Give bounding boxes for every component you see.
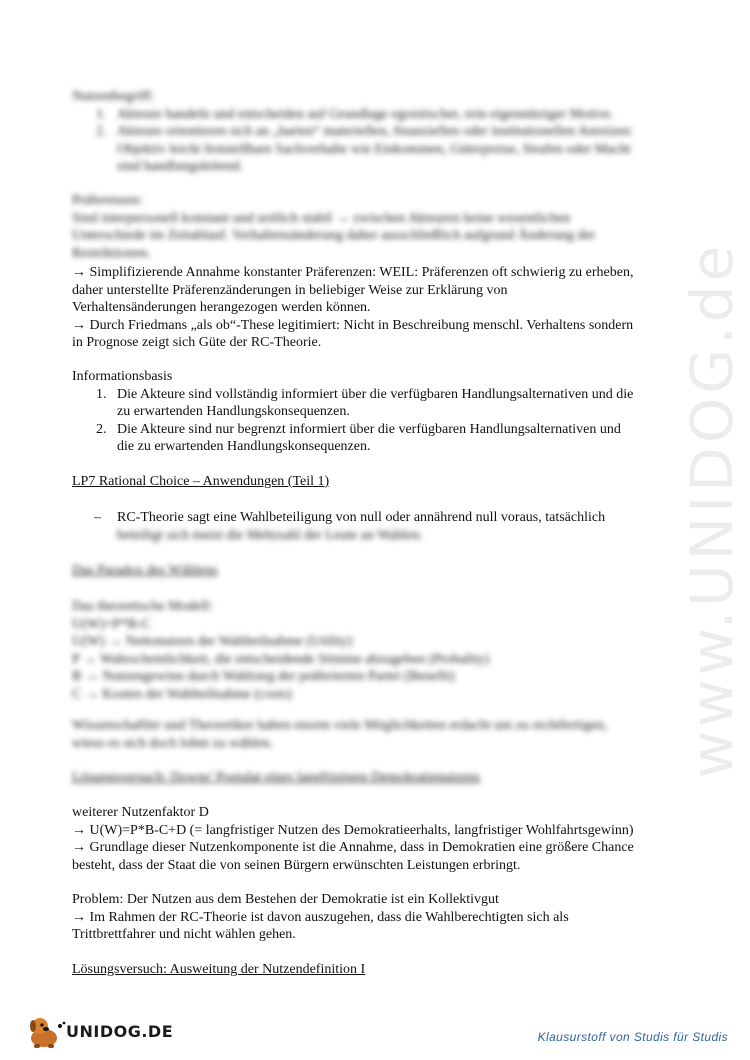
d-line-3: → Grundlage dieser Nutzenkomponente ist die Annahme, dass in Demokratien eine größere Chance bbox=[72, 840, 634, 855]
wahl-line-1: – RC-Theorie sagt eine Wahlbeteiligung von null oder annährend null voraus, tatsächlich bbox=[94, 510, 606, 525]
nutzen-item-1: 1. Akteure handeln und entscheiden auf Grundlage egoistischer, rein eigennütziger Motive. bbox=[96, 106, 614, 122]
d-line-4: besteht, dass der Staat die von seinen Bürgern erwünschten Leistungen erbringt. bbox=[72, 857, 521, 873]
info-title: Informationsbasis bbox=[72, 369, 173, 384]
prob-line-3: Trittbrettfahrer und nicht wählen gehen. bbox=[72, 927, 296, 942]
info-item-2: 2. Die Akteure sind nur begrenzt informiert über die verfügbaren Handlungsalternativen und bbox=[96, 421, 621, 437]
pref-text-4: → Durch Friedmans „als ob“-These legitimiert: Nicht in Beschreibung menschl. Verhaltens sondern bbox=[72, 317, 634, 333]
lp7-heading: LP7 Rational Choice – Anwendungen (Teil 1) bbox=[72, 474, 330, 489]
model-line-2: U(W) → Nettonutzen der Wahlteilnahme (Utility) bbox=[72, 634, 353, 649]
wiss-line-2: wieso es sich doch lohnt zu wählen. bbox=[72, 735, 274, 751]
model-line-3: P → Wahrscheinlichkeit, die entscheidende Stimme abzugeben (Probality) bbox=[72, 651, 490, 667]
loesung1-heading: Lösungsversuch: Downs' Postulat eines langfristigen Demokratienutzens bbox=[72, 770, 481, 785]
info-item-1-line2: zu erwartenden Handlungskonsequenzen. bbox=[117, 404, 350, 419]
footer-slogan: Klausurstoff von Studis für Studis bbox=[537, 1030, 728, 1044]
wahl-bullet bbox=[72, 509, 682, 544]
paradox-title: Das Paradox des Wählens bbox=[72, 563, 218, 578]
pref-line-2: Unterschiede im Zeitablauf. Verhaltensänderung daher ausschließlich aufgrund Änderung der bbox=[72, 228, 596, 243]
dog-icon bbox=[24, 1014, 68, 1050]
model-line-5: C → Kosten der Wahlteilnahme (costs) bbox=[72, 686, 292, 702]
praeferenzen-section bbox=[72, 192, 682, 262]
pref-text-5: in Prognose zeigt sich Güte der RC-Theorie. bbox=[72, 335, 322, 350]
d-line-2: → U(W)=P*B-C+D (= langfristiger Nutzen des Demokratieerhalts, langfristiger Wohlfahrtsgewinn) bbox=[72, 822, 634, 838]
problem-section bbox=[72, 891, 682, 944]
nutzen-item-2: 2. Akteure orientieren sich an „harten“ materiellen, finanziellen oder institutionellen Anreizen: bbox=[96, 124, 634, 139]
logo-text: UNIDOG.DE bbox=[66, 1022, 174, 1041]
nutzen-item-2-line3: sind handlungsleitend. bbox=[117, 159, 243, 174]
model-section bbox=[72, 598, 682, 703]
nutzenfaktor-d-section bbox=[72, 804, 682, 874]
nutzen-title: Nutzenbegriff: bbox=[72, 89, 155, 104]
pref-text-1: → Simplifizierende Annahme konstanter Präferenzen: WEIL: Präferenzen oft schwierig zu erheben, bbox=[72, 265, 634, 280]
pref-line-3: Restriktionen. bbox=[72, 245, 151, 261]
model-line-4: B → Nutzengewinn durch Wahlsieg der präferierten Partei (Benefit) bbox=[72, 669, 455, 684]
nutzen-item-2-line2: Objektiv leicht feststellbare Sachverhalte wie Einkommen, Güterpreise, Strafen oder Macht bbox=[117, 141, 631, 157]
pref-text-3: Verhaltensänderungen herangezogen werden können. bbox=[72, 300, 371, 315]
wahl-line-2: beteiligt sich meist die Mehrzahl der Leute an Wahlen. bbox=[117, 527, 424, 543]
nutzen-section bbox=[72, 88, 682, 176]
info-item-1: 1. Die Akteure sind vollständig informiert über die verfügbaren Handlungsalternativen und die bbox=[96, 386, 634, 402]
model-line-1: U(W)=P*B-C bbox=[72, 616, 151, 632]
prob-line-1: Problem: Der Nutzen aus dem Bestehen der Demokratie ist ein Kollektivgut bbox=[72, 892, 499, 907]
pref-explanation bbox=[72, 264, 682, 352]
unidog-logo[interactable] bbox=[24, 1014, 174, 1050]
info-item-2-line2: die zu erwartenden Handlungskonsequenzen. bbox=[117, 439, 371, 454]
loesung2-heading: Lösungsversuch: Ausweitung der Nutzendefinition I bbox=[72, 962, 366, 977]
wiss-line-1: Wissenschaftler und Theoretiker haben enorm viele Möglichkeiten erdacht um zu rechtfertigen, bbox=[72, 718, 608, 733]
lp7-heading-block bbox=[72, 473, 682, 491]
d-line-1: weiterer Nutzenfaktor D bbox=[72, 805, 209, 820]
loesung1-section bbox=[72, 769, 682, 787]
model-title: Das theoretische Modell: bbox=[72, 599, 213, 614]
paradox-section bbox=[72, 562, 682, 580]
pref-title: Präferenzen: bbox=[72, 193, 143, 208]
informationsbasis-section bbox=[72, 368, 682, 456]
loesung2-section bbox=[72, 961, 682, 979]
pref-text-2: daher unterstellte Präferenzänderungen in beliebiger Weise zur Erklärung von bbox=[72, 282, 508, 298]
prob-line-2: → Im Rahmen der RC-Theorie ist davon auszugehen, dass die Wahlberechtigten sich als bbox=[72, 909, 569, 925]
pref-line-1: Sind interpersonell konstant und zeitlich stabil → zwischen Akteuren keine wesentlichen bbox=[72, 210, 571, 226]
watermark: www.UNIDOG.de bbox=[678, 241, 746, 779]
wiss-section bbox=[72, 717, 682, 752]
